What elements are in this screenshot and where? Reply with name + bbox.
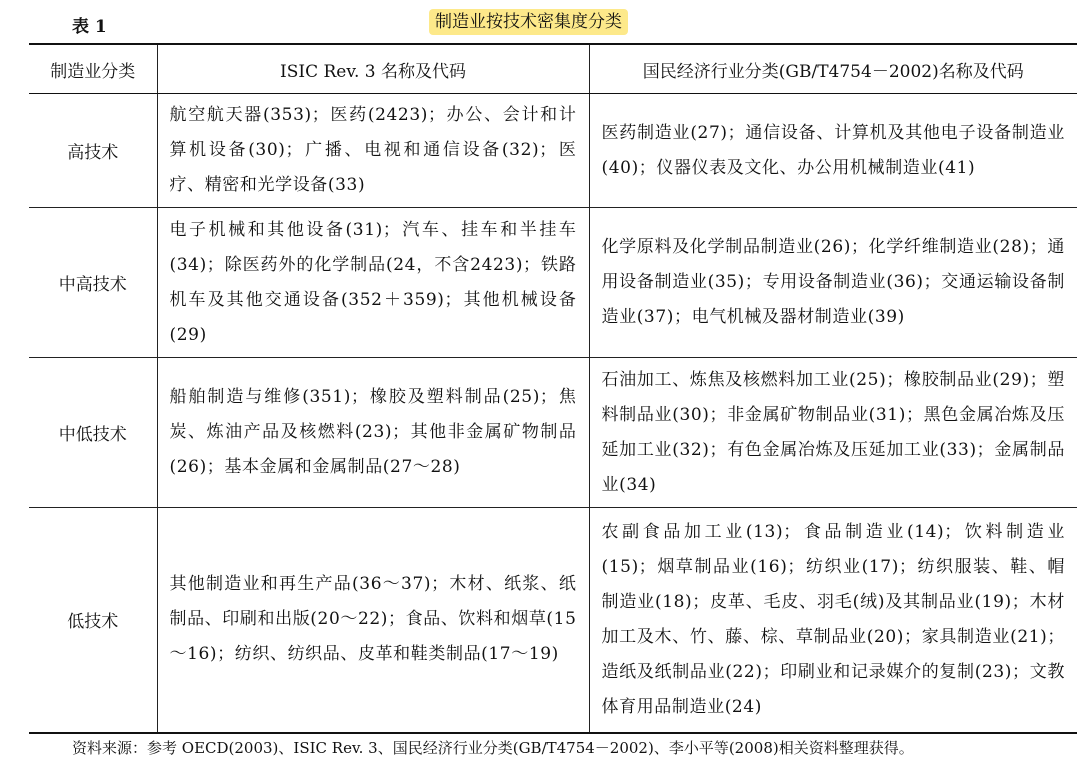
category-cell: 高技术 <box>29 94 157 208</box>
gb-cell: 农副食品加工业(13)；食品制造业(14)；饮料制造业(15)；烟草制品业(16)；纺织业(17)；纺织服装、鞋、帽制造业(18)；皮革、毛皮、羽毛(绒)及其制品业(19)；木材加工及木、竹、藤、棕、草制品业(20)；家具制造业(21)；造纸及纸制品业(22)；印刷业和记录媒介的复制(23)；文教体育用品制造业(24) <box>589 508 1077 733</box>
table-caption <box>0 6 1085 36</box>
table-row <box>29 208 1077 358</box>
header-row <box>29 44 1077 94</box>
header-category: 制造业分类 <box>29 44 157 94</box>
category-cell: 中高技术 <box>29 208 157 358</box>
gb-cell: 医药制造业(27)；通信设备、计算机及其他电子设备制造业(40)；仪器仪表及文化、办公用机械制造业(41) <box>589 94 1077 208</box>
table-row <box>29 94 1077 208</box>
isic-cell: 航空航天器(353)；医药(2423)；办公、会计和计算机设备(30)；广播、电视和通信设备(32)；医疗、精密和光学设备(33) <box>157 94 589 208</box>
isic-cell: 其他制造业和再生产品(36～37)；木材、纸浆、纸制品、印刷和出版(20～22)；食品、饮料和烟草(15～16)；纺织、纺织品、皮革和鞋类制品(17～19) <box>157 508 589 733</box>
gb-cell: 化学原料及化学制品制造业(26)；化学纤维制造业(28)；通用设备制造业(35)；专用设备制造业(36)；交通运输设备制造业(37)；电气机械及器材制造业(39) <box>589 208 1077 358</box>
isic-cell: 电子机械和其他设备(31)；汽车、挂车和半挂车(34)；除医药外的化学制品(24，不含2423)；铁路机车及其他交通设备(352＋359)；其他机械设备(29) <box>157 208 589 358</box>
header-isic: ISIC Rev. 3 名称及代码 <box>157 44 589 94</box>
isic-cell: 船舶制造与维修(351)；橡胶及塑料制品(25)；焦炭、炼油产品及核燃料(23)；其他非金属矿物制品(26)；基本金属和金属制品(27～28) <box>157 358 589 508</box>
category-cell: 低技术 <box>29 508 157 733</box>
header-gb: 国民经济行业分类(GB/T4754－2002)名称及代码 <box>589 44 1077 94</box>
table-row <box>29 358 1077 508</box>
table-label: 表 1 <box>72 17 107 37</box>
classification-table <box>29 43 1077 734</box>
category-cell: 中低技术 <box>29 358 157 508</box>
table-row <box>29 508 1077 733</box>
source-note: 资料来源：参考 OECD(2003)、ISIC Rev. 3、国民经济行业分类(GB/T4754－2002)、李小平等(2008)相关资料整理获得。 <box>72 739 914 757</box>
table-title: 制造业按技术密集度分类 <box>429 9 628 35</box>
gb-cell: 石油加工、炼焦及核燃料加工业(25)；橡胶制品业(29)；塑料制品业(30)；非金属矿物制品业(31)；黑色金属冶炼及压延加工业(32)；有色金属冶炼及压延加工业(33)；金属制品业(34) <box>589 358 1077 508</box>
